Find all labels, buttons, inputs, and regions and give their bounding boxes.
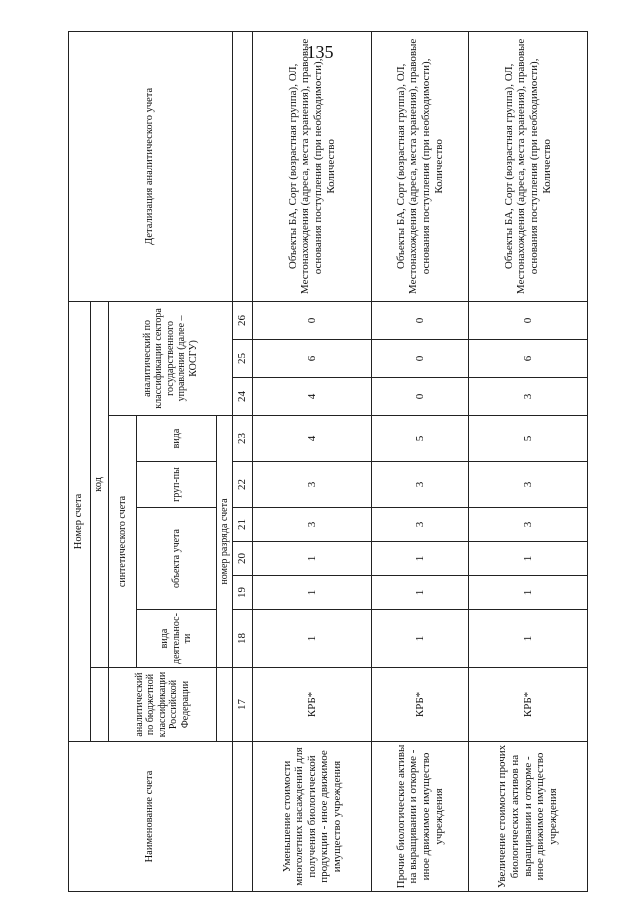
- accounts-table: [68, 31, 588, 892]
- row-cell: КРБ*: [372, 668, 468, 742]
- row-detail: Объекты БА, Сорт (возрастная группа), ОЛ, Местонахождения (адреса, места хранения), правовые основания поступления (при необходимости), Количество: [253, 31, 372, 301]
- table-row: [372, 31, 468, 891]
- row-cell: 5: [468, 416, 587, 462]
- header-account-number: Номер счета: [69, 301, 91, 741]
- row-cell: 6: [468, 340, 587, 378]
- row-cell: 3: [372, 462, 468, 508]
- digit-label: 18: [233, 610, 253, 668]
- row-cell: 5: [372, 416, 468, 462]
- header-digit-number: номер разряда счета: [217, 416, 233, 668]
- row-account-name: Увеличение стоимости прочих биологических активов на выращивании и откорме - иное движимое имущество учреждения: [468, 742, 587, 892]
- row-cell: 1: [253, 576, 372, 610]
- header-group: груп-пы: [137, 462, 217, 508]
- row-cell: КРБ*: [468, 668, 587, 742]
- row-detail: Объекты БА, Сорт (возрастная группа), ОЛ, Местонахождения (адреса, места хранения), правовые основания поступления (при необходимости), Количество: [468, 31, 587, 301]
- digit-label: 25: [233, 340, 253, 378]
- header-code: код: [91, 301, 109, 667]
- header-account-object: объекта учета: [137, 508, 217, 610]
- row-cell: 1: [468, 542, 587, 576]
- row-cell: 4: [253, 378, 372, 416]
- row-cell: 3: [253, 508, 372, 542]
- row-cell: 1: [372, 610, 468, 668]
- header-detail: Детализация аналитического учета: [69, 31, 233, 301]
- row-cell: 0: [372, 378, 468, 416]
- header-analytic-budget: аналитический по бюджетной классификации Российской Федерации: [109, 668, 217, 742]
- digit-label: 22: [233, 462, 253, 508]
- row-cell: 3: [372, 508, 468, 542]
- digit-label: 20: [233, 542, 253, 576]
- row-cell: 0: [372, 301, 468, 339]
- row-cell: 1: [253, 610, 372, 668]
- row-account-name: Прочие биологические активы на выращивании и откорме - иное движимое имущество учреждения: [372, 742, 468, 892]
- row-cell: 3: [468, 508, 587, 542]
- row-cell: 3: [468, 462, 587, 508]
- row-cell: 1: [372, 576, 468, 610]
- row-cell: 0: [372, 340, 468, 378]
- row-cell: 3: [468, 378, 587, 416]
- row-cell: 3: [253, 462, 372, 508]
- header-analytic-kosgu: аналитический по классификации сектора государственного управления (далее – КОСГУ): [109, 301, 233, 415]
- digit-label: 19: [233, 576, 253, 610]
- table-row: [468, 31, 587, 891]
- header-empty: [91, 668, 109, 742]
- digit-label: 24: [233, 378, 253, 416]
- digit-label: 21: [233, 508, 253, 542]
- row-cell: 0: [468, 301, 587, 339]
- rotated-table-container: [68, 32, 588, 892]
- digit-label: 26: [233, 301, 253, 339]
- row-cell: 1: [372, 542, 468, 576]
- header-empty: [217, 668, 233, 742]
- row-cell: 1: [253, 542, 372, 576]
- row-cell: КРБ*: [253, 668, 372, 742]
- header-empty: [233, 742, 253, 892]
- header-account-name: Наименование счета: [69, 742, 233, 892]
- row-detail: Объекты БА, Сорт (возрастная группа), ОЛ, Местонахождения (адреса, места хранения), правовые основания поступления (при необходимости), Количество: [372, 31, 468, 301]
- row-cell: 0: [253, 301, 372, 339]
- digit-label: 17: [233, 668, 253, 742]
- page-number: 135: [306, 42, 334, 62]
- row-cell: 1: [468, 610, 587, 668]
- row-cell: 6: [253, 340, 372, 378]
- header-synthetic: синтетического счета: [109, 416, 137, 668]
- header-empty: [233, 31, 253, 301]
- header-activity-type: вида деятельнос-ти: [137, 610, 217, 668]
- row-account-name: Уменьшение стоимости многолетних насаждений для получения биологической продукции - иное движимое имущество учреждения: [253, 742, 372, 892]
- row-cell: 4: [253, 416, 372, 462]
- digit-label: 23: [233, 416, 253, 462]
- header-kind: вида: [137, 416, 217, 462]
- row-cell: 1: [468, 576, 587, 610]
- table-row: [253, 31, 372, 891]
